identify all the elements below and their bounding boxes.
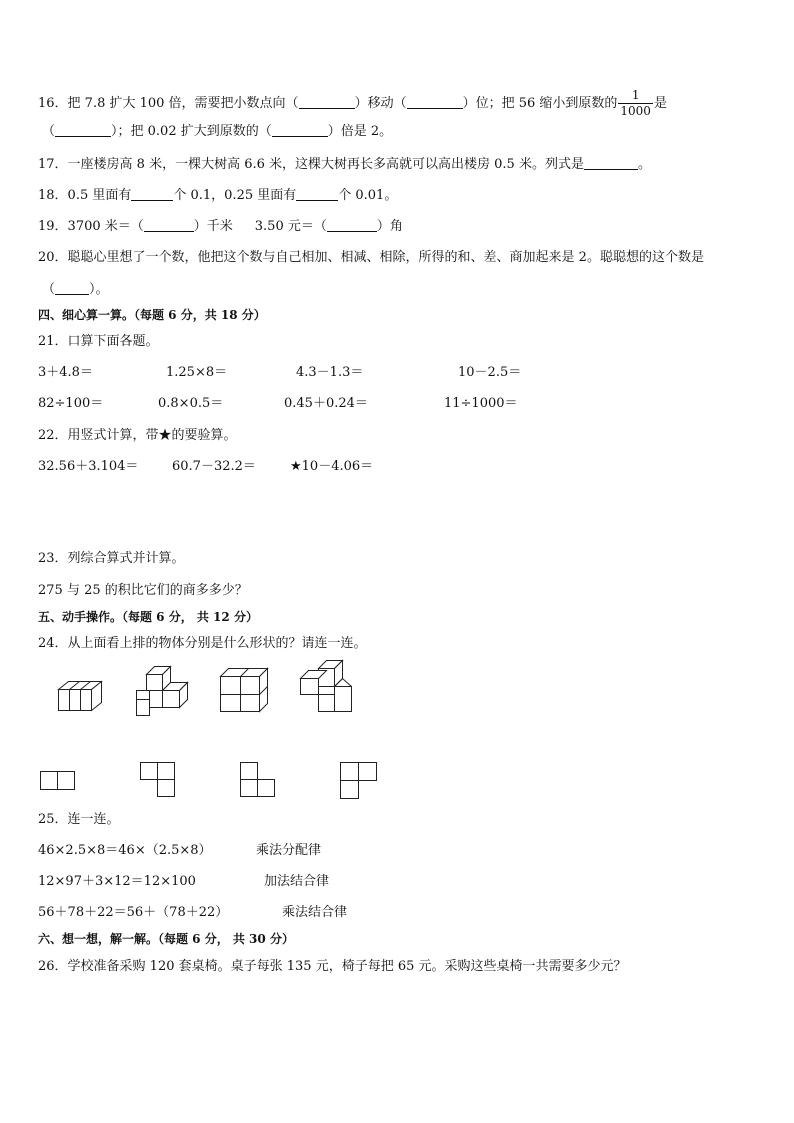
top-view-shape-3 (240, 762, 276, 798)
section-4-heading: 四、细心算一算。（每题 6 分，共 18 分） (38, 308, 266, 322)
vertical-calc-item: ★10－4.06＝ (290, 459, 374, 474)
question-23-text: 275 与 25 的积比它们的商多多少？ (38, 583, 248, 598)
cube-figure-2 (136, 666, 188, 716)
answer-blank[interactable] (584, 156, 638, 170)
cube-figure-3 (220, 668, 268, 712)
answer-blank[interactable] (272, 123, 328, 137)
answer-blank[interactable] (55, 123, 111, 137)
section-5-heading: 五、动手操作。（每题 6 分， 共 12 分） (38, 610, 258, 624)
answer-blank[interactable] (299, 95, 355, 109)
question-21-title: 21．口算下面各题。 (38, 334, 159, 349)
top-view-shape-2 (140, 762, 176, 798)
vertical-calc-item: 60.7－32.2＝ (172, 459, 256, 474)
mental-math-item: 4.3－1.3＝ (296, 365, 364, 380)
question-20-line-1: 20．聪聪心里想了一个数，他把这个数与自己相加、相减、相除，所得的和、差、商加起来是 2。聪聪想的这个数是 (38, 250, 704, 265)
question-16-line-2: （ ）；把 0.02 扩大到原数的（ ）倍是 2。 (42, 124, 393, 139)
answer-blank[interactable] (296, 187, 338, 201)
answer-blank[interactable] (327, 218, 377, 232)
question-25-title: 25．连一连。 (38, 812, 120, 827)
top-view-shape-4 (340, 762, 378, 800)
mental-math-item: 11÷1000＝ (444, 396, 518, 411)
cube-figure-4 (300, 660, 352, 712)
question-24-title: 24．从上面看上排的物体分别是什么形状的？请连一连。 (38, 636, 367, 651)
answer-blank[interactable] (131, 187, 173, 201)
question-18: 18．0.5 里面有 个 0.1，0.25 里面有 个 0.01。 (38, 188, 398, 203)
law-item[interactable]: 乘法分配律 (256, 843, 322, 858)
mental-math-item: 1.25×8＝ (166, 365, 228, 380)
question-17: 17．一座楼房高 8 米，一棵大树高 6.6 米，这棵大树再长多高就可以高出楼房 0.5 米。列式是 。 (38, 157, 651, 172)
section-6-heading: 六、想一想，解一解。（每题 6 分， 共 30 分） (38, 932, 294, 946)
answer-blank[interactable] (144, 218, 194, 232)
question-23-title: 23．列综合算式并计算。 (38, 551, 185, 566)
equation-item[interactable]: 46×2.5×8＝46×（2.5×8） (38, 843, 212, 858)
equation-item[interactable]: 56＋78＋22＝56＋（78＋22） (38, 905, 229, 920)
question-19: 19．3700 米＝（ ）千米 3.50 元＝（ ）角 (38, 219, 403, 234)
mental-math-item: 0.8×0.5＝ (158, 396, 224, 411)
question-16-line-1: 16．把 7.8 扩大 100 倍，需要把小数点向（ ）移动（ ）位；把 56 缩小到原数的 $\frac{1}{1000}$ 是 (38, 88, 667, 118)
answer-blank[interactable] (55, 281, 89, 295)
mental-math-item: 0.45＋0.24＝ (284, 396, 368, 411)
law-item[interactable]: 加法结合律 (264, 874, 330, 889)
law-item[interactable]: 乘法结合律 (282, 905, 348, 920)
question-26: 26．学校准备采购 120 套桌椅。桌子每张 135 元，椅子每把 65 元。采购这些桌椅一共需要多少元？ (38, 959, 627, 974)
mental-math-item: 82÷100＝ (38, 396, 104, 411)
fraction: $\frac{1}{1000}$ (620, 88, 651, 118)
mental-math-item: 10－2.5＝ (458, 365, 522, 380)
question-20-line-2: （ ）。 (42, 282, 109, 297)
equation-item[interactable]: 12×97＋3×12＝12×100 (38, 874, 196, 889)
vertical-calc-item: 32.56＋3.104＝ (38, 459, 139, 474)
mental-math-item: 3＋4.8＝ (38, 365, 93, 380)
top-view-shape-1 (40, 771, 76, 791)
cube-figure-1 (58, 675, 102, 711)
question-22-title: 22．用竖式计算，带★的要验算。 (38, 428, 237, 443)
answer-blank[interactable] (407, 95, 463, 109)
